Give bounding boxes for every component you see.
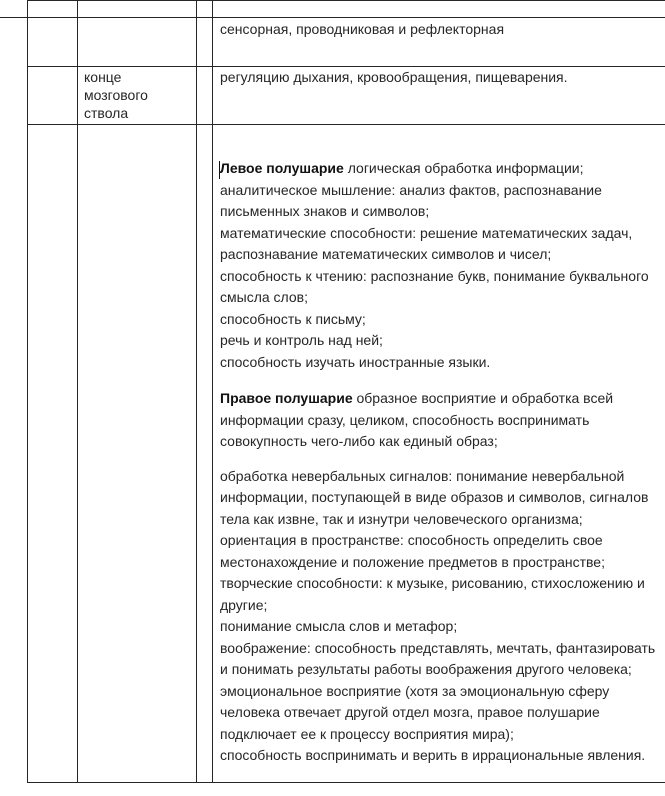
- left-hemisphere-intro: логическая обработка информации;: [343, 160, 584, 176]
- left-hemisphere-title: Левое полушарие: [220, 160, 344, 176]
- right-item: способность воспринимать и верить в иррациональные явления.: [220, 747, 646, 763]
- table-border-bottom: [27, 782, 665, 783]
- column-divider-2: [196, 0, 197, 783]
- left-hemisphere-paragraph: [220, 158, 664, 180]
- left-item: способность к письму;: [220, 310, 366, 327]
- right-item: обработка невербальных сигналов: понимание невербальной информации, поступающей в виде образов и символов, сигналов тела как извне, так и изнутри человеческого организма;: [220, 467, 649, 527]
- right-item: эмоциональное восприятие (хотя за эмоциональную сферу человека отвечает другой отдел мозга, правое полушарие подключает ее к процессу восприятия мира);: [220, 682, 610, 742]
- right-hemisphere-title: Правое полушарие: [220, 390, 353, 406]
- row-divider-1: [0, 17, 665, 18]
- column-divider-3: [212, 0, 213, 783]
- left-item: аналитическое мышление: анализ фактов, распознавание письменных знаков и символов;: [220, 181, 602, 219]
- column-border-left: [27, 0, 28, 783]
- right-hemisphere-intro: образное восприятие и обработка всей информации сразу, целиком, способность воспринимать совокупность чего-либо как единый образ;: [220, 390, 614, 449]
- left-item: способность к чтению: распознание букв, понимание буквального смысла слов;: [220, 267, 649, 305]
- right-item: творческие способности: к музыке, рисованию, стихосложению и другие;: [220, 575, 645, 613]
- column-divider-1: [77, 0, 78, 783]
- table-cell-row2-col3: регуляцию дыхания, кровообращения, пищеварения.: [220, 69, 568, 85]
- row-divider-2: [27, 66, 665, 67]
- table-cell-row1-col3: сенсорная, проводниковая и рефлекторная: [220, 21, 505, 37]
- right-item: понимание смысла слов и метафор;: [220, 618, 458, 634]
- table-cell-row2-col2: конце мозгового ствола: [84, 69, 148, 121]
- hemispheres-cell[interactable]: [220, 158, 664, 767]
- right-item: ориентация в пространстве: способность определить свое местонахождение и положение предметов в пространстве;: [220, 532, 605, 570]
- right-item: воображение: способность представлять, мечтать, фантазировать и понимать результаты работы воображения другого человека;: [220, 639, 656, 677]
- row-divider-3: [27, 124, 665, 125]
- left-item: способность изучать иностранные языки.: [220, 353, 491, 370]
- right-hemisphere-paragraph: [220, 388, 664, 453]
- left-item: речь и контроль над ней;: [220, 332, 383, 348]
- left-item: математические способности: решение математических задач, распознавание математических символов и чисел;: [220, 224, 633, 262]
- table-border-top: [27, 0, 665, 1]
